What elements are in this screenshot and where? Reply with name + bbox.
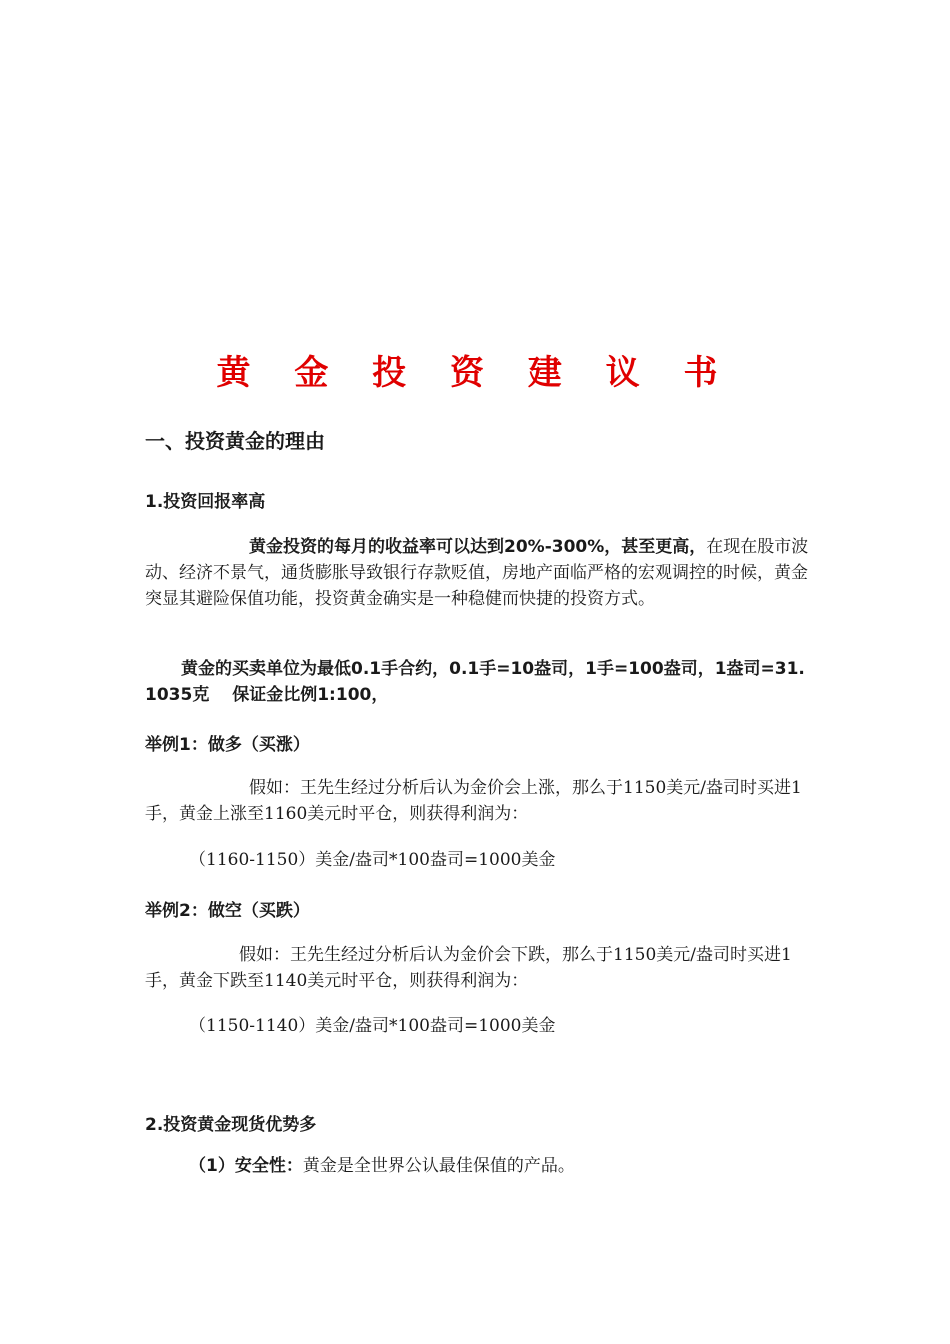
advantage-item-label: （1）安全性：	[189, 1156, 303, 1176]
advantage-item-safety	[145, 1153, 810, 1179]
document-title: 黄 金 投 资 建 议 书	[216, 353, 734, 393]
paragraph-trading-unit-text: 黄金的买卖单位为最低0.1手合约，0.1手=10盎司，1手=100盎司，1盎司=31.1035克 保证金比例1:100，	[145, 659, 805, 705]
example1-formula-text: （1160-1150）美金/盎司*100盎司=1000美金	[189, 850, 556, 870]
advantage-item-text: 黄金是全世界公认最佳保值的产品。	[302, 1156, 575, 1176]
example2-heading: 举例2：做空（买跌）	[145, 901, 310, 921]
paragraph-returns-text: 在现在股市波动、经济不景气，通货膨胀导致银行存款贬值，房地产面临严格的宏观调控的时候，黄金突显其避险保值功能，投资黄金确实是一种稳健而快捷的投资方式。	[145, 537, 809, 609]
example1-text	[145, 775, 810, 827]
example2-text	[145, 942, 810, 994]
example1-body: 假如：王先生经过分析后认为金价会上涨，那么于1150美元/盎司时买进1手，黄金上涨至1160美元时平仓，则获得利润为：	[145, 778, 802, 824]
subsection-heading-advantages: 2.投资黄金现货优势多	[145, 1115, 317, 1135]
example2-formula	[145, 1013, 810, 1039]
example2-body: 假如：王先生经过分析后认为金价会下跌，那么于1150美元/盎司时买进1手，黄金下跌至1140美元时平仓，则获得利润为：	[145, 945, 792, 991]
example2-formula-text: （1150-1140）美金/盎司*100盎司=1000美金	[189, 1016, 556, 1036]
subsection-heading-returns: 1.投资回报率高	[145, 492, 266, 512]
example1-formula	[145, 847, 810, 873]
section-heading: 一、投资黄金的理由	[145, 429, 325, 453]
paragraph-trading-unit	[145, 656, 810, 708]
paragraph-returns-bold: 黄金投资的每月的收益率可以达到20%-300%，甚至更高，	[249, 537, 707, 557]
example1-heading: 举例1：做多（买涨）	[145, 735, 310, 755]
paragraph-returns	[145, 534, 810, 612]
